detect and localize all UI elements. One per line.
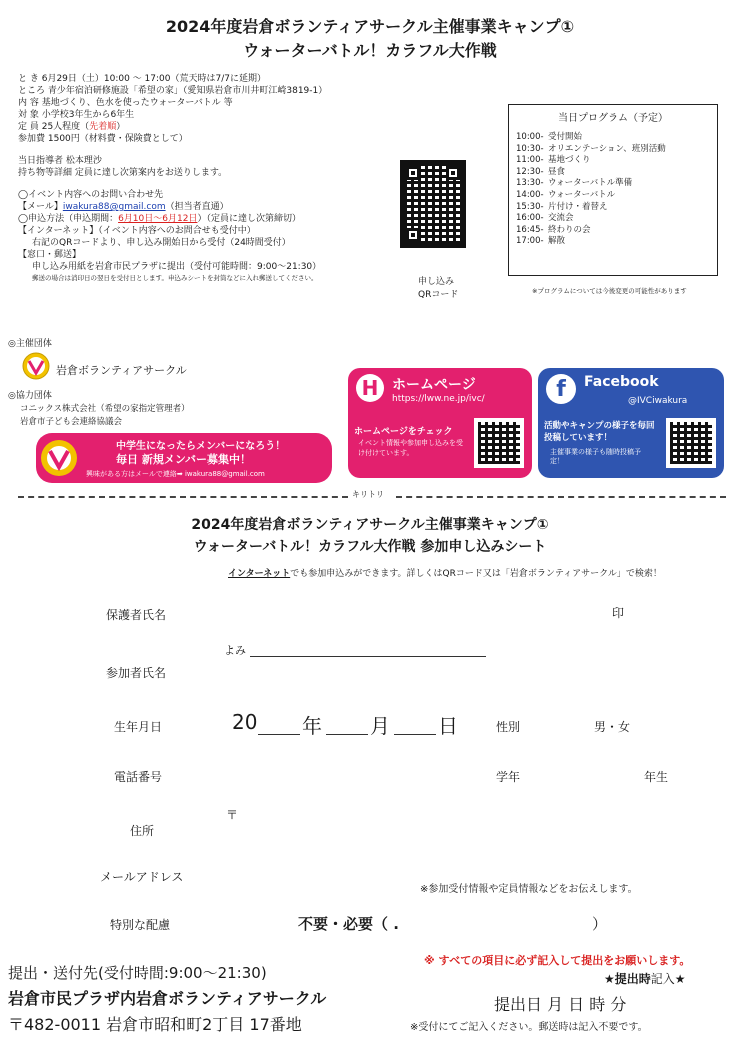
info-capacity: 定 員 25人程度（先着順） (18, 122, 126, 132)
program-label: 受付開始 (548, 132, 583, 142)
program-item (509, 155, 717, 167)
special-options[interactable]: 不要・必要（ . (298, 915, 399, 933)
submit-place: 岩倉市民プラザ内岩倉ボランティアサークル (8, 989, 327, 1008)
apply-internet-head: 【インターネット】（イベント内容へのお問合せも受付中） (18, 226, 256, 236)
homepage-qr-code[interactable] (474, 418, 524, 468)
program-label: ウォーターバトル (548, 189, 616, 200)
organizer-heading: ◎主催団体 (8, 339, 52, 349)
program-item (509, 144, 717, 156)
yomi-label: よみ (224, 644, 246, 657)
submit-time: 提出・送付先(受付時間:9:00～21:30) (8, 964, 267, 982)
program-item (509, 202, 717, 214)
program-item (509, 132, 717, 144)
program-time: 15:30- (516, 201, 544, 212)
homepage-banner[interactable] (348, 368, 532, 478)
cut-label: キリトリ (352, 490, 384, 499)
program-time: 11:00- (516, 155, 544, 166)
reception-note: ※受付にてご記入ください。郵送時は記入不要です。 (410, 1022, 648, 1033)
birth-month-field[interactable] (326, 734, 368, 735)
email-note: ※参加受付情報や定員情報などをお伝えします。 (420, 884, 638, 895)
page-subtitle: ウォーターバトル！カラフル大作戦 (243, 41, 497, 60)
facebook-banner[interactable] (538, 368, 724, 478)
submit-address: 〒482-0011 岩倉市昭和町2丁目 17番地 (8, 1015, 302, 1034)
homepage-title: ホームページ (392, 377, 476, 393)
coop-heading: ◎協力団体 (8, 391, 52, 401)
organizer-name: 岩倉ボランティアサークル (56, 364, 187, 377)
guardian-field[interactable] (190, 604, 590, 624)
cut-line-left (18, 496, 348, 498)
program-box (508, 104, 718, 276)
birth-month-unit: 月 (370, 714, 390, 738)
program-item (509, 190, 717, 202)
facebook-qr-code[interactable] (666, 418, 716, 468)
birth-year-field[interactable] (258, 734, 300, 735)
event-info (18, 73, 327, 283)
program-time: 17:00- (516, 236, 544, 247)
apply-internet-body: 右記のQRコードより、申し込み開始日から受付（24時間受付） (32, 238, 291, 248)
birth-label: 生年月日 (114, 720, 163, 734)
homepage-url[interactable]: https://lww.ne.jp/ivc/ (392, 394, 485, 404)
gender-label: 性別 (496, 720, 521, 734)
program-item (509, 225, 717, 237)
seal-mark: 印 (612, 606, 625, 620)
address-field[interactable] (240, 804, 660, 844)
contact-mail: 【メール】iwakura88@gmail.com（担当者直通） (18, 202, 229, 212)
apply-qr-label: 申し込み QRコード (418, 277, 459, 300)
contact-heading: ◯イベント内容へのお問い合わせ先 (18, 190, 164, 200)
info-instructor: 当日指導者 松本理沙 (18, 156, 102, 166)
homepage-check: ホームページをチェック (354, 427, 453, 437)
info-content: 内 容 基地づくり、色水を使ったウォーターバトル 等 (18, 98, 233, 108)
birth-day-field[interactable] (394, 734, 436, 735)
apply-window-body: 申し込み用紙を岩倉市民プラザに提出（受付可能時間：9:00～21:30） (32, 262, 322, 272)
facebook-desc1: 活動やキャンプの様子を毎回投稿しています！ (544, 421, 655, 443)
phone-field[interactable] (190, 766, 470, 786)
program-item (509, 236, 717, 248)
participant-label: 参加者氏名 (106, 666, 167, 680)
program-item (509, 213, 717, 225)
apply-qr-code[interactable] (400, 160, 466, 248)
info-fee: 参加費 1500円（材料費・保険費として） (18, 134, 188, 144)
info-belongings: 持ち物等詳細 定員に達し次第案内をお送りします。 (18, 168, 228, 178)
homepage-h-icon: H (356, 374, 384, 402)
program-title: 当日プログラム（予定） (558, 113, 668, 124)
apply-window-note: 郵送の場合は消印日の翌日を受付日とします。申込みシートを封筒などに入れ郵送してください。 (32, 274, 318, 282)
sheet-net-note: インターネットでも参加申込みができます。詳しくはQRコード又は「岩倉ボランティアサークル」で検索！ (228, 569, 662, 579)
participant-field[interactable] (190, 662, 590, 684)
program-label: 昼食 (548, 166, 566, 177)
program-note: ※プログラムについては今後変更の可能性があります (532, 287, 687, 295)
facebook-desc2: 主催事業の様子も随時投稿予定！ (550, 448, 641, 465)
sheet-title: 2024年度岩倉ボランティアサークル主催事業キャンプ① (191, 517, 549, 533)
page-title: 2024年度岩倉ボランティアサークル主催事業キャンプ① (165, 17, 575, 36)
sheet-subtitle: ウォーターバトル！カラフル大作戦 参加申し込みシート (193, 539, 547, 555)
coop-1: コニックス株式会社（希望の家指定管理者） (20, 404, 190, 414)
gender-options[interactable]: 男・女 (594, 720, 631, 734)
apply-window-head: 【窓口・郵送】 (18, 250, 82, 260)
program-time: 16:45- (516, 224, 544, 235)
program-time: 13:30- (516, 178, 544, 189)
yomi-underline[interactable] (250, 656, 486, 657)
recruit-logo-icon (40, 439, 78, 477)
birth-year-prefix: 20 (232, 710, 258, 734)
submit-when: ★提出時記入★ (604, 972, 686, 986)
special-label: 特別な配慮 (110, 918, 171, 932)
special-close: ） (592, 915, 608, 933)
recruit-line2: 毎日 新規メンバー募集中！ (116, 453, 252, 466)
info-place: ところ 青少年宿泊研修施設「希望の家」（愛知県岩倉市川井町江崎3819-1） (18, 86, 328, 96)
must-fill-note: ※ すべての項目に必ず記入して提出をお願いします。 (424, 954, 691, 967)
address-label: 住所 (130, 824, 155, 838)
birth-year-unit: 年 (302, 714, 322, 738)
program-item (509, 167, 717, 179)
mail-link[interactable]: iwakura88@gmail.com (62, 202, 166, 212)
program-time: 10:30- (516, 143, 544, 154)
info-date: と き 6月29日（土）10:00 ～ 17:00（荒天時は7/7に延期） (18, 74, 266, 84)
email-label: メールアドレス (100, 870, 184, 884)
program-time: 14:00- (516, 189, 544, 200)
program-time: 10:00- (516, 132, 544, 142)
program-time: 16:00- (516, 213, 544, 224)
submit-date[interactable]: 提出日 月 日 時 分 (494, 995, 627, 1014)
recruit-line1: 中学生になったらメンバーになろう！ (116, 441, 286, 452)
recruit-line3: 興味がある方はメールで連絡➡ iwakura88@gmail.com (86, 470, 265, 478)
ivc-logo-icon (22, 352, 50, 380)
program-label: 終わりの会 (548, 224, 591, 235)
facebook-icon: f (546, 374, 576, 404)
grade-unit: 年生 (644, 770, 669, 784)
program-item (509, 178, 717, 190)
phone-label: 電話番号 (114, 770, 163, 784)
program-label: 解散 (548, 236, 566, 247)
facebook-title: Facebook (584, 374, 659, 390)
apply-method: ◯申込方法（申込期間：6月10日～6月12日）（定員に達し次第締切） (18, 214, 301, 224)
program-label: 片付け・着替え (548, 201, 608, 212)
coop-2: 岩倉市子ども会連絡協議会 (20, 417, 123, 427)
postal-mark: 〒 (226, 808, 239, 822)
program-label: ウォーターバトル準備 (548, 178, 633, 189)
guardian-label: 保護者氏名 (106, 608, 167, 622)
info-target: 対 象 小学校3年生から6年生 (18, 110, 135, 120)
facebook-handle[interactable]: @IVCiwakura (628, 396, 688, 406)
grade-label: 学年 (496, 770, 521, 784)
recruit-banner (36, 433, 332, 483)
program-label: 基地づくり (548, 155, 591, 166)
homepage-desc: イベント情報や参加申し込みを受け付けています。 (358, 439, 463, 457)
program-time: 12:30- (516, 166, 544, 177)
program-label: オリエンテーション、班別活動 (548, 143, 666, 154)
program-label: 交流会 (548, 213, 574, 224)
cut-line-right (396, 496, 726, 498)
birth-day-unit: 日 (438, 714, 458, 738)
